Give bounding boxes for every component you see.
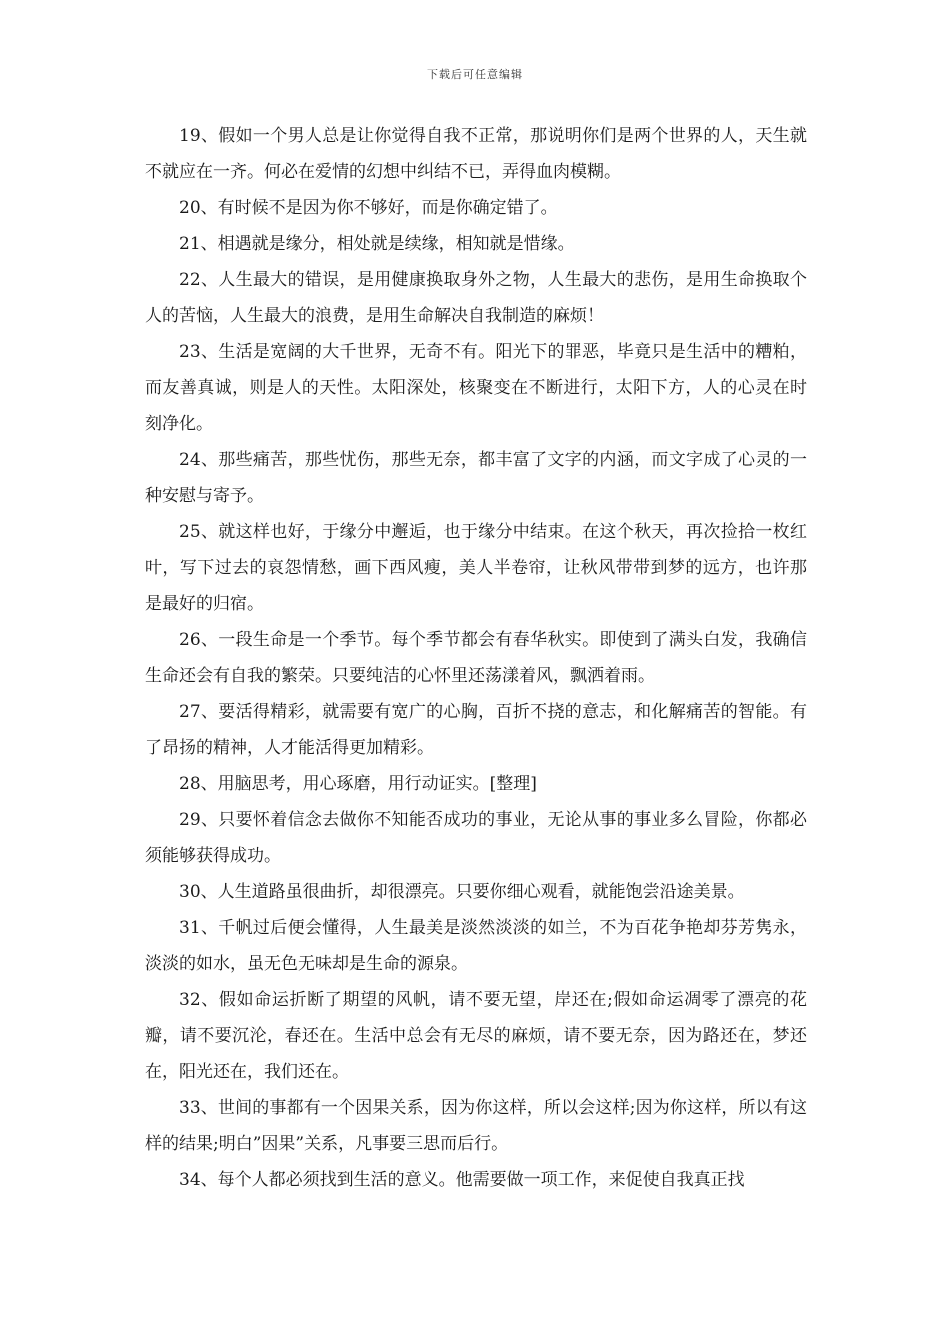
paragraph-29: 29、只要怀着信念去做你不知能否成功的事业，无论从事的事业多么冒险，你都必须能够获得成功。 bbox=[145, 810, 807, 866]
paragraph-30: 30、人生道路虽很曲折，却很漂亮。只要你细心观看，就能饱尝沿途美景。 bbox=[179, 882, 745, 902]
paragraph-27: 27、要活得精彩，就需要有宽广的心胸，百折不挠的意志，和化解痛苦的智能。有了昂扬的精神，人才能活得更加精彩。 bbox=[145, 702, 807, 758]
paragraph-22: 22、人生最大的错误，是用健康换取身外之物，人生最大的悲伤，是用生命换取个人的苦恼，人生最大的浪费，是用生命解决自我制造的麻烦！ bbox=[145, 270, 807, 326]
paragraph-21: 21、相遇就是缘分，相处就是续缘，相知就是惜缘。 bbox=[179, 234, 575, 254]
paragraph-25: 25、就这样也好，于缘分中邂逅，也于缘分中结束。在这个秋天，再次捡拾一枚红叶，写下过去的哀怨情愁，画下西风瘦，美人半卷帘，让秋风带带到梦的远方，也许那是最好的归宿。 bbox=[145, 522, 807, 614]
paragraph-34: 34、每个人都必须找到生活的意义。他需要做一项工作，来促使自我真正找 bbox=[179, 1170, 745, 1190]
paragraph-19: 19、假如一个男人总是让你觉得自我不正常，那说明你们是两个世界的人，天生就不就应在一齐。何必在爱情的幻想中纠结不已，弄得血肉模糊。 bbox=[145, 126, 807, 182]
paragraph-23: 23、生活是宽阔的大千世界，无奇不有。阳光下的罪恶，毕竟只是生活中的糟粕，而友善真诚，则是人的天性。太阳深处，核聚变在不断进行，太阳下方，人的心灵在时刻净化。 bbox=[145, 342, 807, 434]
page-header: 下载后可任意编辑 bbox=[427, 68, 523, 81]
paragraph-24: 24、那些痛苦，那些忧伤，那些无奈，都丰富了文字的内涵，而文字成了心灵的一种安慰与寄予。 bbox=[145, 450, 807, 506]
paragraph-31: 31、千帆过后便会懂得，人生最美是淡然淡淡的如兰，不为百花争艳却芬芳隽永，淡淡的如水，虽无色无味却是生命的源泉。 bbox=[145, 918, 807, 974]
paragraph-26: 26、一段生命是一个季节。每个季节都会有春华秋实。即使到了满头白发，我确信生命还会有自我的繁荣。只要纯洁的心怀里还荡漾着风，飘洒着雨。 bbox=[145, 630, 807, 686]
paragraph-32: 32、假如命运折断了期望的风帆，请不要无望，岸还在;假如命运凋零了漂亮的花瓣，请不要沉沦，春还在。生活中总会有无尽的麻烦，请不要无奈，因为路还在，梦还在，阳光还在，我们还在。 bbox=[145, 990, 807, 1082]
document-body bbox=[145, 118, 807, 1198]
paragraph-33: 33、世间的事都有一个因果关系，因为你这样，所以会这样;因为你这样，所以有这样的结果;明白”因果”关系，凡事要三思而后行。 bbox=[145, 1098, 807, 1154]
paragraph-20: 20、有时候不是因为你不够好，而是你确定错了。 bbox=[179, 198, 558, 218]
paragraph-28: 28、用脑思考，用心琢磨，用行动证实。[整理] bbox=[179, 774, 537, 794]
